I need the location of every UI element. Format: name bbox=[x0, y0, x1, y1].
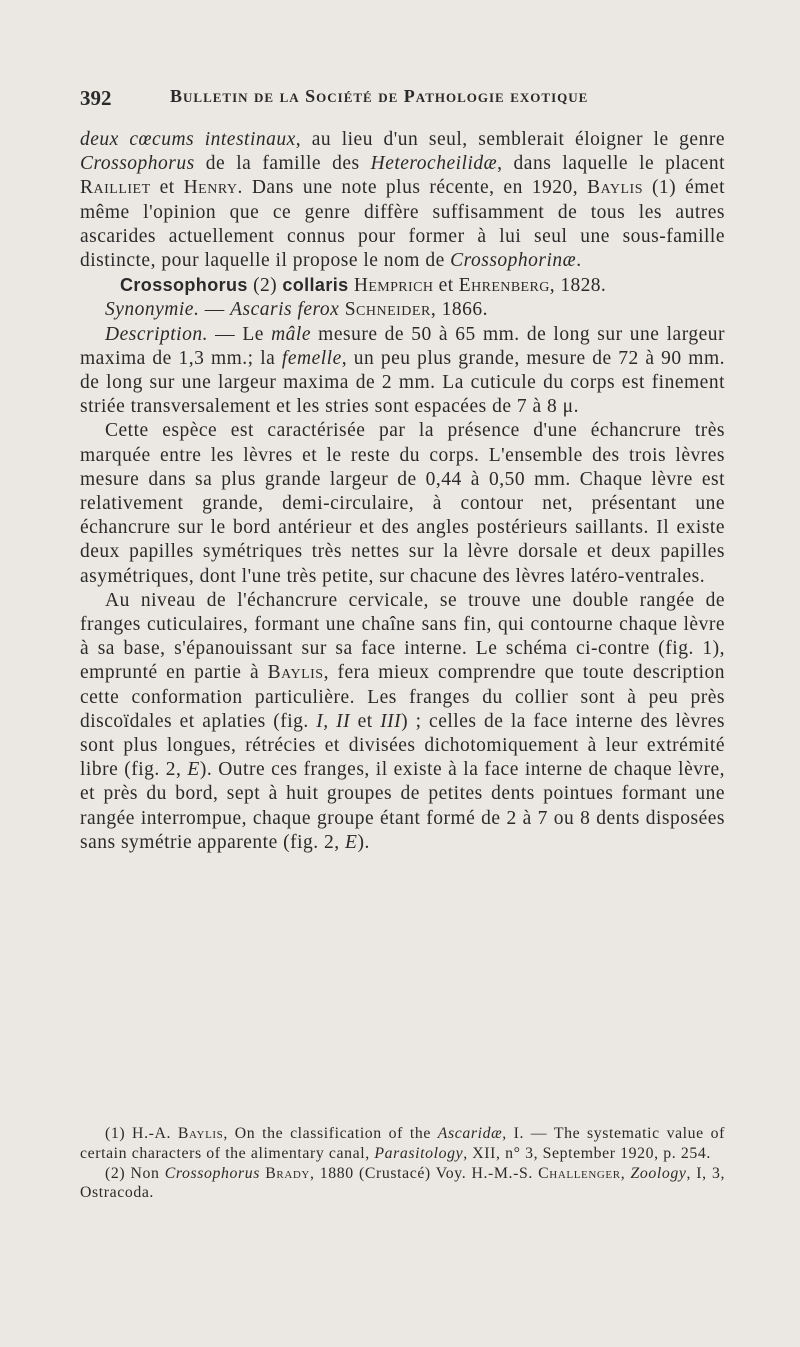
page-header bbox=[80, 84, 740, 112]
footnote-1: (1) H.-A. Baylis, On the classification of the Ascaridæ, I. — The systematic value of certain characters of the alimentary canal, Parasitology, XII, n° 3, September 1920, p. 254. bbox=[80, 1125, 725, 1162]
footnotes bbox=[80, 1124, 725, 1203]
intro-paragraph: deux cœcums intestinaux, au lieu d'un seul, semblerait éloigner le genre Crossophorus de la famille des Heterocheilidæ, dans laquelle le placent Railliet et Henry. Dans une note plus récente, en 1920, Baylis (1) émet même l'opinion que ce genre diffère suffisamment de tous les autres ascarides actuellement connus pour former à lui seul une sous-famille distincte, pour laquelle il propose le nom de Crossophorinæ. bbox=[80, 129, 726, 272]
lips-paragraph: Cette espèce est caractérisée par la présence d'une échancrure très marquée entre les lèvres et le reste du corps. L'ensemble des trois lèvres mesure dans sa plus grande largeur de 0,44 à 0,50 mm. Chaque lèvre est relativement grande, demi-circulaire, à contour net, présentant une échancrure sur le bord antérieur et des angles postérieurs saillants. Il existe deux papilles symétriques très nettes sur la lèvre dorsale et deux papilles asymétriques, dont l'une très petite, sur chacune des lèvres latéro-ventrales. bbox=[80, 420, 725, 587]
species-heading: Crossophorus (2) collaris Hemprich et Ehrenberg, 1828. bbox=[120, 275, 607, 297]
page-number: 392 bbox=[80, 86, 112, 110]
fringes-paragraph: Au niveau de l'échancrure cervicale, se trouve une double rangée de franges cuticulaires, formant une chaîne sans fin, qui contourne chaque lèvre à sa base, s'épanouissant sur sa face interne. Le schéma ci-contre (fig. 1), emprunté en partie à Baylis, fera mieux comprendre que toute description cette conformation particulière. Les franges du collier sont à peu près discoïdales et aplaties (fig. I, II et III) ; celles de la face interne des lèvres sont plus longues, rétrécies et divisées dichotomiquement à leur extrémité libre (fig. 2, E). Outre ces franges, il existe à la face interne de chaque lèvre, et près du bord, sept à huit groupes de petites dents pointues formant une rangée interrompue, chaque groupe étant formé de 2 à 7 ou 8 dents disposées sans symétrie apparente (fig. 2, E). bbox=[80, 589, 726, 853]
running-head: Bulletin de la Société de Pathologie exotique bbox=[170, 86, 589, 106]
footnote-2: (2) Non Crossophorus Brady, 1880 (Crustacé) Voy. H.-M.-S. Challenger, Zoology, I, 3, Ostracoda. bbox=[80, 1164, 725, 1202]
synonymy-line: Synonymie. — Ascaris ferox Schneider, 1866. bbox=[105, 299, 488, 321]
body-text bbox=[80, 128, 725, 855]
description-paragraph: Description. — Le mâle mesure de 50 à 65 mm. de long sur une largeur maxima de 1,3 mm.; la femelle, un peu plus grande, mesure de 72 à 90 mm. de long sur une largeur maxima de 2 mm. La cuticule du corps est finement striée transversalement et les stries sont espacées de 7 à 8 μ. bbox=[80, 323, 726, 418]
